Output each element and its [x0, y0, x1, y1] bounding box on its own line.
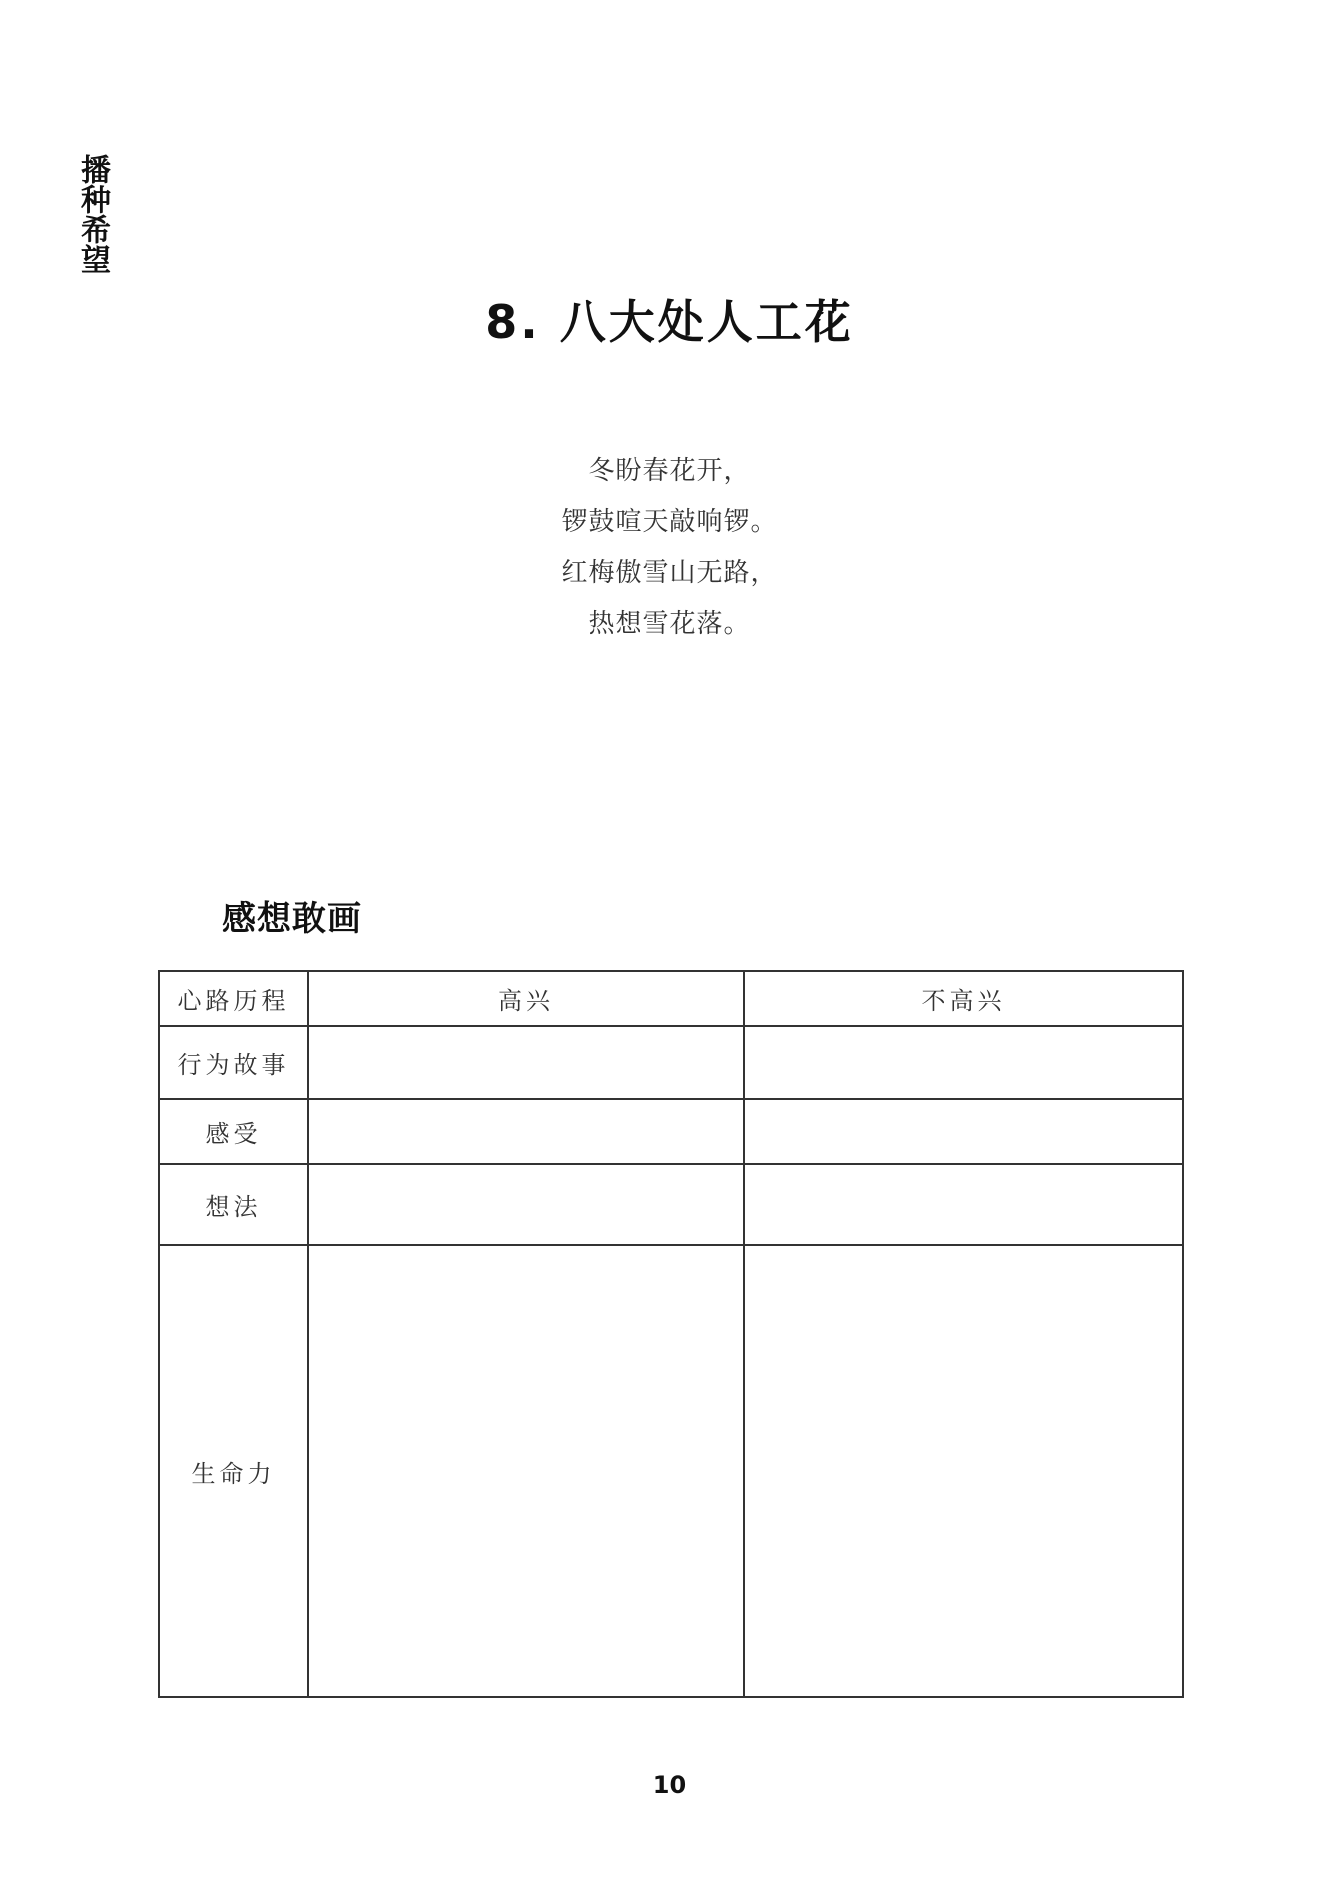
reflection-table: [158, 970, 1184, 1698]
cell-happy: [308, 1099, 744, 1164]
table-header-row: [159, 971, 1183, 1026]
row-label-behavior-story: 行为故事: [159, 1026, 308, 1099]
header-journey: 心路历程: [159, 971, 308, 1026]
cell-happy: [308, 1164, 744, 1245]
table-row: [159, 1099, 1183, 1164]
header-unhappy: 不高兴: [744, 971, 1183, 1026]
side-label: 播种希望: [75, 154, 110, 274]
page-title: 8. 八大处人工花: [485, 295, 854, 349]
cell-unhappy: [744, 1099, 1183, 1164]
table-row: [159, 1164, 1183, 1245]
poem-line: 红梅傲雪山无路，: [561, 558, 778, 588]
cell-happy: [308, 1245, 744, 1697]
row-label-feeling: 感受: [159, 1099, 308, 1164]
row-label-thoughts: 想法: [159, 1164, 308, 1245]
poem-line: 热想雪花落。: [588, 609, 751, 639]
poem: [0, 446, 1339, 650]
header-happy: 高兴: [308, 971, 744, 1026]
poem-line: 锣鼓喧天敲响锣。: [561, 507, 778, 537]
cell-unhappy: [744, 1164, 1183, 1245]
section-title: 感想敢画: [222, 899, 362, 939]
page-number: 10: [652, 1771, 687, 1799]
table-row: [159, 1245, 1183, 1697]
poem-line: 冬盼春花开，: [588, 456, 751, 486]
row-label-vitality: 生命力: [159, 1245, 308, 1697]
cell-happy: [308, 1026, 744, 1099]
cell-unhappy: [744, 1245, 1183, 1697]
table-row: [159, 1026, 1183, 1099]
cell-unhappy: [744, 1026, 1183, 1099]
